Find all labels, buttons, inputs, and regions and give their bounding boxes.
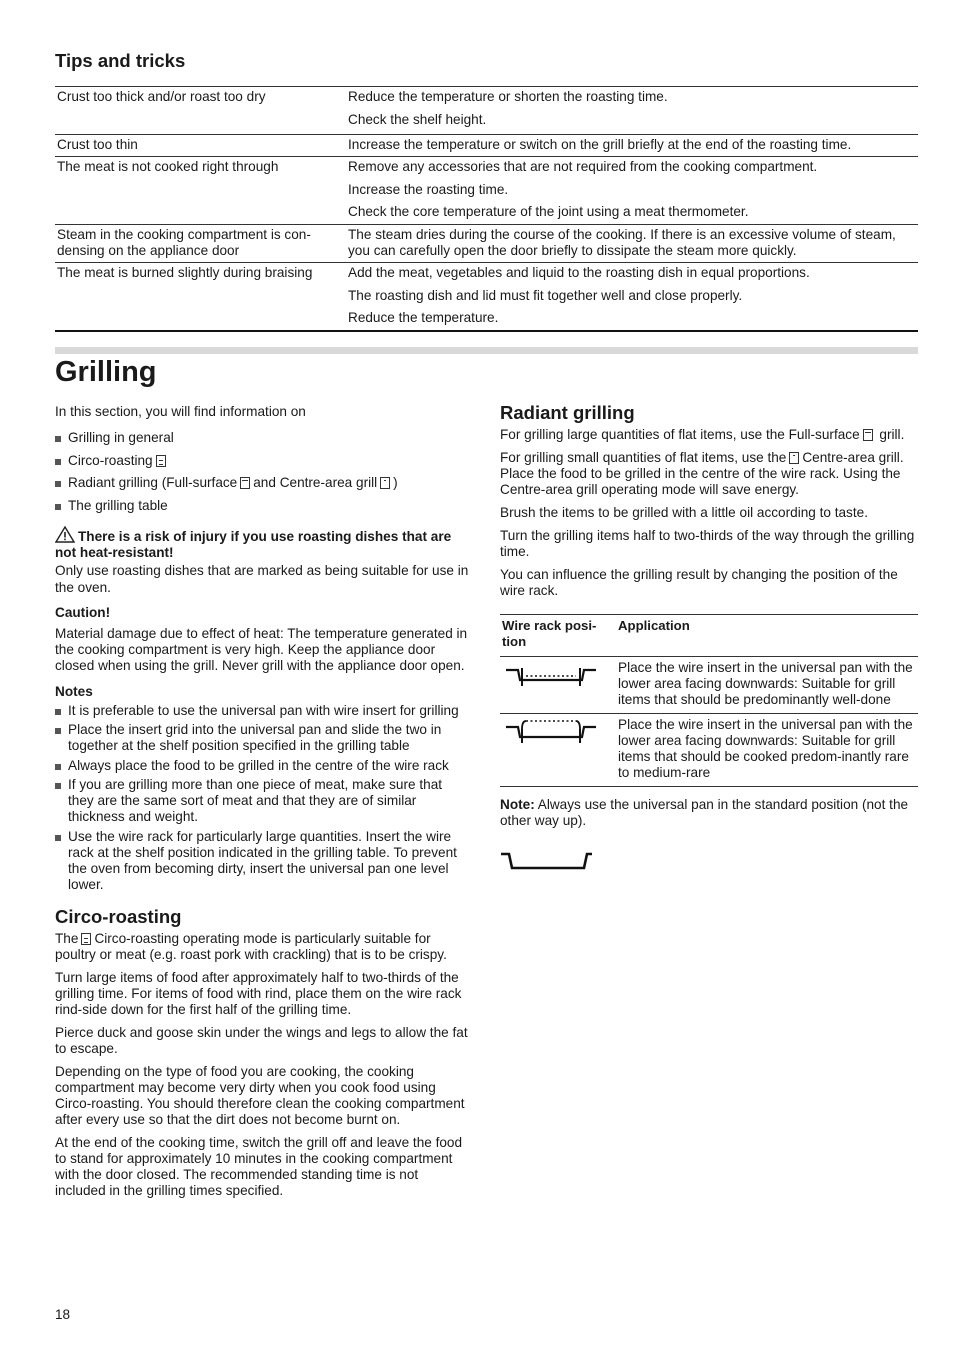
application-cell: Place the wire insert in the universal pan with the lower area facing downwards: Suitable for grill items that should be cooked predom-inantly rare to medium-rare bbox=[618, 717, 913, 780]
circo-text: The bbox=[55, 930, 79, 946]
tips-solutions bbox=[344, 135, 918, 157]
column-header: Application bbox=[618, 618, 690, 633]
table-row bbox=[500, 657, 918, 714]
list-item-text: and Centre-area grill bbox=[253, 475, 378, 490]
radiant-heading: Radiant grilling bbox=[500, 402, 635, 423]
list-item-text: Radiant grilling (Full-surface bbox=[68, 475, 238, 490]
centre-area-grill-icon bbox=[380, 477, 390, 489]
section-divider bbox=[55, 347, 918, 354]
circo-paragraph: Pierce duck and goose skin under the wings and legs to allow the fat to escape. bbox=[55, 1024, 468, 1056]
warning bbox=[55, 526, 469, 561]
note-label: Note: bbox=[500, 797, 535, 812]
radiant-paragraph bbox=[500, 427, 918, 443]
tips-solution: Increase the temperature or switch on the grill briefly at the end of the roasting time. bbox=[348, 137, 852, 152]
radiant-paragraph: Turn the grilling items half to two-thirds of the way through the grilling time. bbox=[500, 528, 915, 559]
table-row bbox=[55, 87, 918, 135]
list-item-text: The grilling table bbox=[68, 497, 168, 513]
rack-position-cell bbox=[500, 657, 616, 714]
rack-inverted-icon bbox=[502, 717, 602, 747]
tips-problem: Crust too thick and/or roast too dry bbox=[57, 89, 266, 104]
list-item-text: ) bbox=[393, 475, 398, 490]
intro-list bbox=[55, 430, 469, 514]
circo-paragraph bbox=[55, 931, 469, 963]
circo-paragraph: Depending on the type of food you are cooking, the cooking compartment may become very dirty when you cook food using Circo-roasting. You should therefore clean the cooking compartment after every use so that the dirt does not become burnt on. bbox=[55, 1063, 465, 1127]
warning-icon bbox=[55, 526, 75, 543]
tips-solution: Reduce the temperature. bbox=[348, 310, 499, 325]
tips-solutions bbox=[344, 157, 918, 225]
page-number: 18 bbox=[55, 1307, 71, 1322]
tips-problem: The meat is not cooked right through bbox=[57, 159, 279, 174]
circo-roasting-icon bbox=[81, 933, 91, 945]
table-header-row bbox=[500, 615, 918, 657]
tips-table bbox=[55, 86, 918, 332]
list-item bbox=[55, 475, 469, 491]
tips-problem: Crust too thin bbox=[57, 137, 138, 152]
list-item: Use the wire rack for particularly large quantities. Insert the wire rack at the shelf position indicated in the grilling table. To prevent the oven from becoming dirty, insert the universal pan one level lower. bbox=[55, 829, 469, 893]
tips-solution: Remove any accessories that are not required from the cooking compartment. bbox=[348, 159, 818, 174]
tips-solution: Add the meat, vegetables and liquid to the roasting dish in equal proportions. bbox=[348, 265, 810, 280]
radiant-paragraph bbox=[500, 450, 918, 498]
radiant-text: Centre-area grill. Place the food to be grilled in the centre of the wire rack. Using the Centre-area grill operating mode will save energy. bbox=[500, 450, 904, 497]
tips-solution: Increase the roasting time. bbox=[348, 181, 509, 197]
intro-text: In this section, you will find information on bbox=[55, 404, 306, 419]
tips-solution: Check the core temperature of the joint using a meat thermometer. bbox=[348, 204, 749, 219]
full-surface-grill-icon bbox=[863, 429, 873, 441]
wire-rack-table bbox=[500, 614, 918, 787]
table-row bbox=[55, 225, 918, 263]
list-item bbox=[55, 430, 469, 446]
circo-roasting-icon bbox=[156, 455, 166, 467]
tips-solutions bbox=[344, 87, 918, 135]
radiant-text: grill. bbox=[879, 427, 905, 442]
rack-position-cell bbox=[500, 714, 616, 787]
tips-solution: The steam dries during the course of the cooking. If there is an excessive volume of steam, you can carefully open the door briefly to dissipate the steam more quickly. bbox=[348, 227, 896, 258]
warning-text: There is a risk of injury if you use roasting dishes that are not heat-resistant! bbox=[55, 528, 452, 560]
application-cell: Place the wire insert in the universal pan with the lower area facing downwards: Suitable for grill items that should be predominantly well-done bbox=[618, 660, 913, 707]
list-item: Place the insert grid into the universal pan and slide the two in together at the shelf position specified in the grilling table bbox=[55, 722, 469, 754]
note bbox=[500, 797, 918, 829]
warning-body: Only use roasting dishes that are marked as being suitable for use in the oven. bbox=[55, 562, 469, 595]
list-item bbox=[55, 453, 469, 469]
list-item: If you are grilling more than one piece of meat, make sure that they are the same sort of meat and that they are of similar thickness and weight. bbox=[55, 777, 469, 825]
full-surface-grill-icon bbox=[240, 477, 250, 489]
list-item-text: Circo-roasting bbox=[68, 452, 153, 468]
caution-text: Material damage due to effect of heat: The temperature generated in the cooking compartment is very high. Keep the appliance door closed when using the grill. Never grill with the appliance door open. bbox=[55, 625, 468, 673]
table-row bbox=[55, 157, 918, 225]
universal-pan-icon bbox=[500, 851, 596, 873]
tips-problem: Steam in the cooking compartment is con-densing on the appliance door bbox=[57, 227, 311, 258]
notes-label: Notes bbox=[55, 683, 93, 699]
tips-heading: Tips and tricks bbox=[55, 50, 186, 71]
list-item-text: Grilling in general bbox=[68, 430, 174, 445]
page-title: Grilling bbox=[55, 356, 157, 388]
list-item bbox=[55, 498, 469, 514]
circo-heading: Circo-roasting bbox=[55, 905, 182, 927]
tips-solution: Check the shelf height. bbox=[348, 111, 487, 127]
tips-solutions bbox=[344, 225, 918, 263]
tips-solutions bbox=[344, 263, 918, 332]
table-row bbox=[55, 135, 918, 157]
centre-area-grill-icon bbox=[789, 452, 799, 464]
radiant-paragraph: Brush the items to be grilled with a little oil according to taste. bbox=[500, 505, 868, 520]
tips-solution: Reduce the temperature or shorten the roasting time. bbox=[348, 89, 668, 104]
circo-text: Circo-roasting operating mode is particularly suitable for poultry or meat (e.g. roast pork with crackling) that is to be crispy. bbox=[55, 930, 447, 962]
list-item: Always place the food to be grilled in the centre of the wire rack bbox=[55, 758, 469, 774]
notes-list bbox=[55, 703, 469, 893]
radiant-text: For grilling large quantities of flat items, use the Full-surface bbox=[500, 427, 860, 442]
table-row bbox=[55, 263, 918, 332]
rack-upright-icon bbox=[502, 660, 602, 690]
list-item: It is preferable to use the universal pan with wire insert for grilling bbox=[55, 703, 469, 719]
radiant-paragraph: You can influence the grilling result by changing the position of the wire rack. bbox=[500, 567, 898, 598]
table-row bbox=[500, 714, 918, 787]
right-column bbox=[500, 402, 918, 873]
caution-label: Caution! bbox=[55, 604, 111, 620]
tips-problem: The meat is burned slightly during braising bbox=[57, 265, 313, 280]
column-header: Wire rack posi-tion bbox=[502, 618, 597, 649]
left-column bbox=[55, 404, 469, 1199]
tips-solution: The roasting dish and lid must fit together well and close properly. bbox=[348, 287, 743, 303]
circo-paragraph: At the end of the cooking time, switch the grill off and leave the food to stand for approximately 10 minutes in the cooking compartment with the door closed. The recommended standing time is not included in the grilling times specified. bbox=[55, 1134, 463, 1198]
note-text: Always use the universal pan in the standard position (not the other way up). bbox=[500, 797, 909, 828]
circo-paragraph: Turn large items of food after approximately half to two-thirds of the grilling time. For items of food with rind, place them on the wire rack rind-side down for the first half of the grilling time. bbox=[55, 969, 462, 1017]
radiant-text: For grilling small quantities of flat items, use the bbox=[500, 450, 787, 465]
